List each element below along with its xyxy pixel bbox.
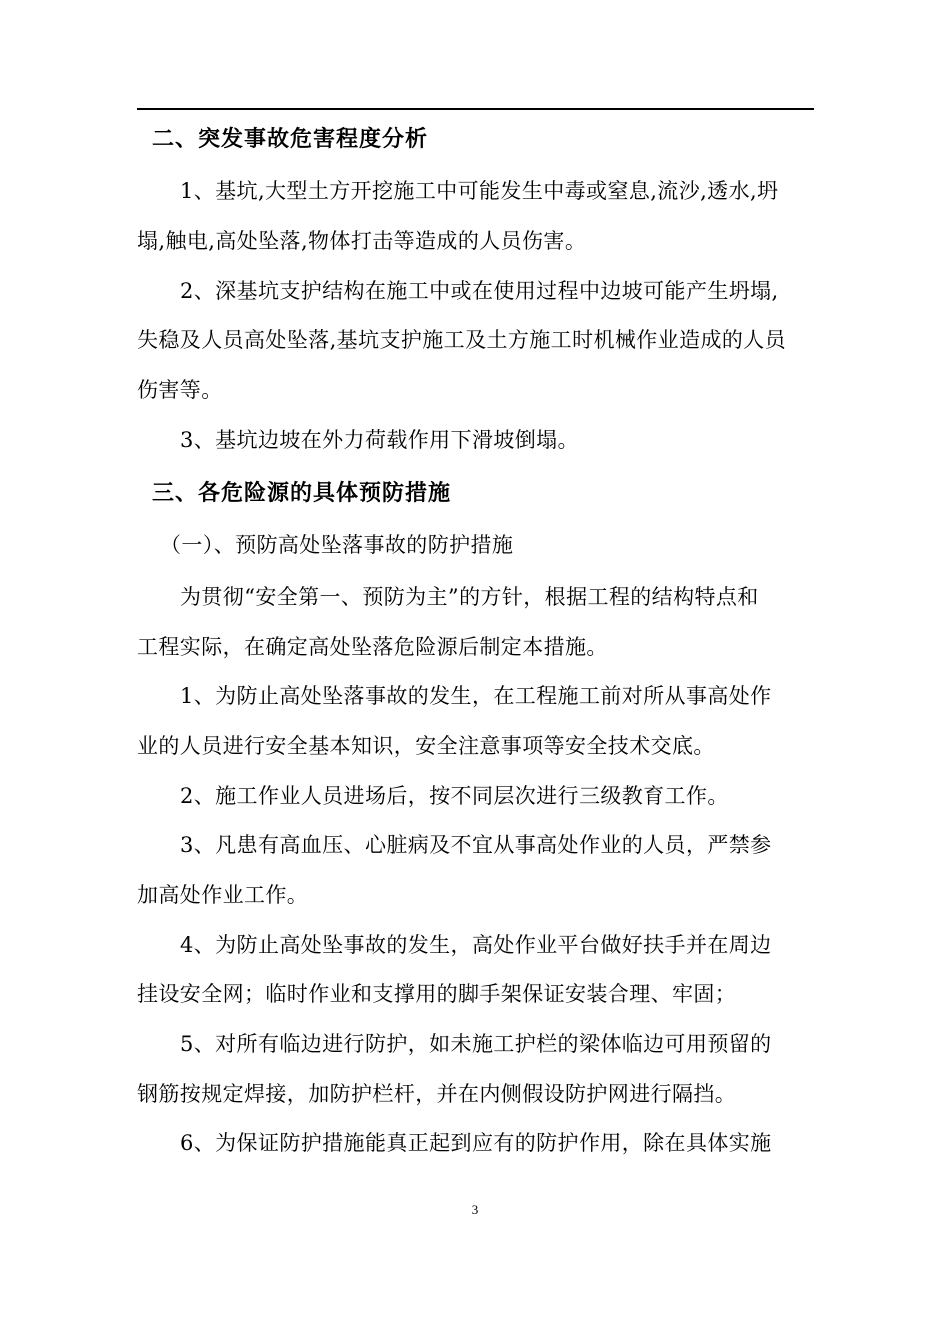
section2-p2-line3: 伤害等。: [137, 378, 223, 402]
page-number: 3: [471, 1202, 479, 1217]
section2-p1-line2: 塌,触电,高处坠落,物体打击等造成的人员伤害。: [137, 229, 587, 253]
section3-item1-line1: 1、为防止高处坠落事故的发生，在工程施工前对所从事高处作: [180, 684, 772, 708]
section3-item6-line1: 6、为保证防护措施能真正起到应有的防护作用，除在具体实施: [180, 1131, 772, 1155]
section3-item5-line2: 钢筋按规定焊接，加防护栏杆，并在内侧假设防护网进行隔挡。: [137, 1082, 737, 1106]
section3-subheading: （一）、预防高处坠落事故的防护措施: [160, 533, 514, 557]
section3-heading: 三、各危险源的具体预防措施: [152, 480, 452, 506]
section3-intro-line1: 为贯彻“安全第一、预防为主”的方针，根据工程的结构特点和: [180, 585, 759, 609]
section3-item3-line1: 3、凡患有高血压、心脏病及不宜从事高处作业的人员，严禁参: [180, 833, 772, 857]
section3-item4-line1: 4、为防止高处坠事故的发生，高处作业平台做好扶手并在周边: [180, 933, 772, 957]
section2-heading: 二、突发事故危害程度分析: [152, 126, 429, 152]
section2-p2-line1: 2、深基坑支护结构在施工中或在使用过程中边坡可能产生坍塌,: [180, 279, 779, 303]
section2-p1-line1: 1、基坑,大型土方开挖施工中可能发生中毒或窒息,流沙,透水,坍: [180, 179, 779, 203]
section3-item5-line1: 5、对所有临边进行防护，如未施工护栏的梁体临边可用预留的: [180, 1032, 772, 1056]
section3-item3-line2: 加高处作业工作。: [137, 883, 309, 907]
section3-intro-line2: 工程实际，在确定高处坠落危险源后制定本措施。: [137, 635, 608, 659]
header-rule: [137, 108, 814, 110]
section3-item2-line1: 2、施工作业人员进场后，按不同层次进行三级教育工作。: [180, 784, 729, 808]
section3-item1-line2: 业的人员进行安全基本知识，安全注意事项等安全技术交底。: [137, 734, 715, 758]
section3-item4-line2: 挂设安全网；临时作业和支撑用的脚手架保证安装合理、牢固；: [137, 982, 737, 1006]
section2-p3-line1: 3、基坑边坡在外力荷载作用下滑坡倒塌。: [180, 428, 579, 452]
section2-p2-line2: 失稳及人员高处坠落,基坑支护施工及土方施工时机械作业造成的人员: [137, 328, 787, 352]
